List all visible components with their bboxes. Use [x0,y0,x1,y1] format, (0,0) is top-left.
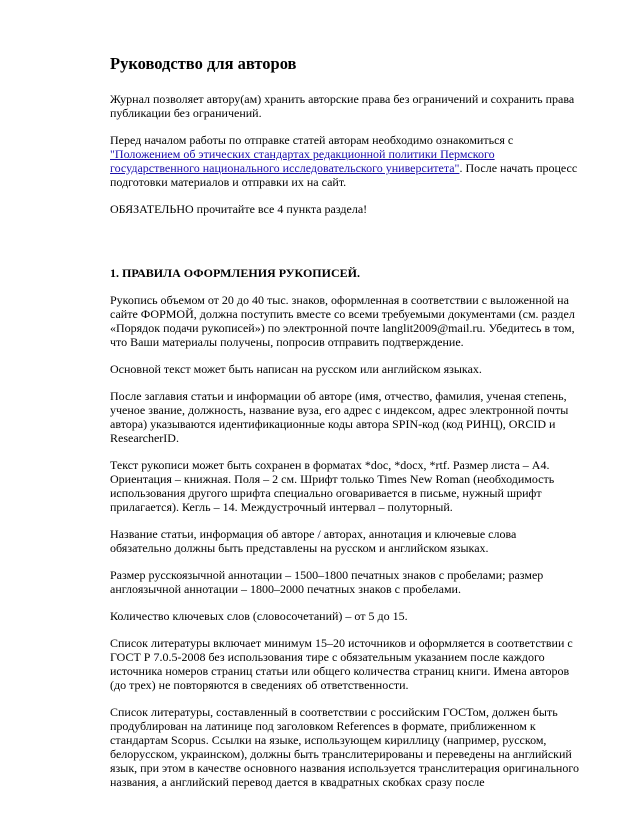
section-paragraph-7: Количество ключевых слов (словосочетаний) – от 5 до 15. [110,609,408,623]
section-paragraph-1: Рукопись объемом от 20 до 40 тыс. знаков, оформленная в соответствии с выложенной на сайте ФОРМОЙ, должна поступить вместе со всеми требуемыми документами (см. раздел «Порядок подачи рукописей») по электронной почте langlit2009@mail.ru. Убедитесь в том, что Ваши материалы получены, попросив отправить подтверждение. [110,293,575,349]
section-paragraph-9: Список литературы, составленный в соответствии с российским ГОСТом, должен быть продублирован на латинице под заголовком References в формате, приближенном к стандартам Scopus. Ссылки на языке, использующем кириллицу (например, русском, белорусском, украинском), должны быть транслитерированы и переведены на английский язык, при этом в качестве основного названия используется транслитерация оригинального названия, а английский перевод дается в квадратных скобках сразу после [110,705,579,789]
section-spacer [110,229,580,266]
mandatory-notice: ОБЯЗАТЕЛЬНО прочитайте все 4 пункта раздела! [110,202,368,216]
preface-text-after: . После начать процесс подготовки материалов и отправки их на сайт. [110,161,578,189]
page-title: Руководство для авторов [110,54,297,73]
section-paragraph-5: Название статьи, информация об авторе / авторах, аннотация и ключевые слова обязательно должны быть представлены на русском и английском языках. [110,527,517,555]
preface-paragraph [110,133,580,189]
intro-paragraph: Журнал позволяет автору(ам) хранить авторские права без ограничений и сохранить права публикации без ограничений. [110,92,575,120]
preface-text-before: Перед началом работы по отправке статей авторам необходимо ознакомиться с [110,133,514,147]
section-paragraph-8: Список литературы включает минимум 15–20 источников и оформляется в соответствии с ГОСТ Р 7.0.5-2008 без использования тире с обязательным указанием после каждого источника номеров страниц статьи или общего количества страниц книги. Имена авторов (до трех) не повторяются в сведениях об ответственности. [110,636,573,692]
section-paragraph-6: Размер русскоязычной аннотации – 1500–1800 печатных знаков с пробелами; размер англоязычной аннотации – 1800–2000 печатных знаков с пробелами. [110,568,544,596]
section-heading: 1. ПРАВИЛА ОФОРМЛЕНИЯ РУКОПИСЕЙ. [110,266,360,280]
document-page [110,54,580,802]
section-paragraph-4: Текст рукописи может быть сохранен в форматах *doc, *docx, *rtf. Размер листа – А4. Ориентация – книжная. Поля – 2 см. Шрифт только Times New Roman (необходимость использования другого шрифта специально оговаривается в письме, нужный шрифт прилагается). Кегль – 14. Междустрочный интервал – полуторный. [110,458,555,514]
section-paragraph-2: Основной текст может быть написан на русском или английском языках. [110,362,482,376]
ethics-regulation-link[interactable]: "Положением об этических стандартах редакционной политики Пермского государственного национального исследовательского университета" [110,147,495,175]
section-paragraph-3: После заглавия статьи и информации об авторе (имя, отчество, фамилия, ученая степень, ученое звание, должность, название вуза, его адрес с индексом, адрес электронной почты автора) указываются идентификационные коды автора SPIN-код (код РИНЦ), ORCID и ResearcherID. [110,389,569,445]
